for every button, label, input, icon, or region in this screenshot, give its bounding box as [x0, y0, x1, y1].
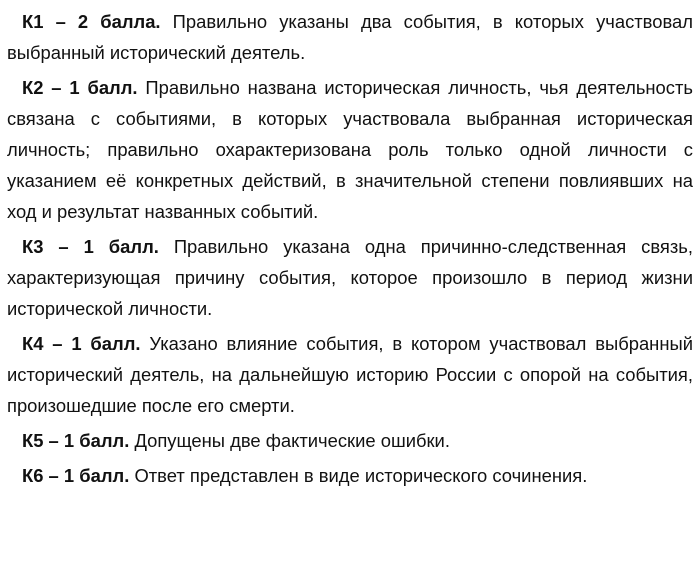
criterion-k5	[7, 425, 693, 456]
criterion-text: Ответ представлен в виде исторического сочинения.	[134, 465, 588, 486]
criterion-text: Правильно указаны два события, в которых участвовал выбранный исторический деятель.	[7, 11, 693, 63]
criterion-k2	[7, 72, 693, 227]
criterion-label: К2 – 1 балл.	[22, 77, 138, 98]
criterion-label: К5 – 1 балл.	[22, 430, 130, 451]
criterion-text: Правильно названа историческая личность, чья деятельность связана с событиями, в которых участвовала выбранная историческая личность; правильно охарактеризована роль только одной личности с указанием её конкретных действий, в значительной степени повлиявших на ход и результат названных событий.	[7, 77, 693, 222]
criterion-text: Правильно указана одна причинно-следственная связь, характеризующая причину события, которое произошло в период жизни исторической личности.	[7, 236, 693, 319]
criterion-label: К1 – 2 балла.	[22, 11, 161, 32]
criterion-text: Указано влияние события, в котором участвовал выбранный исторический деятель, на дальнейшую историю России с опорой на события, произошедшие после его смерти.	[7, 333, 693, 416]
criterion-label: К6 – 1 балл.	[22, 465, 130, 486]
criterion-k1	[7, 6, 693, 68]
criterion-k6	[7, 460, 693, 491]
criterion-label: К4 – 1 балл.	[22, 333, 141, 354]
criterion-text: Допущены две фактические ошибки.	[134, 430, 450, 451]
criterion-label: К3 – 1 балл.	[22, 236, 159, 257]
criterion-k4	[7, 328, 693, 421]
criterion-k3	[7, 231, 693, 324]
